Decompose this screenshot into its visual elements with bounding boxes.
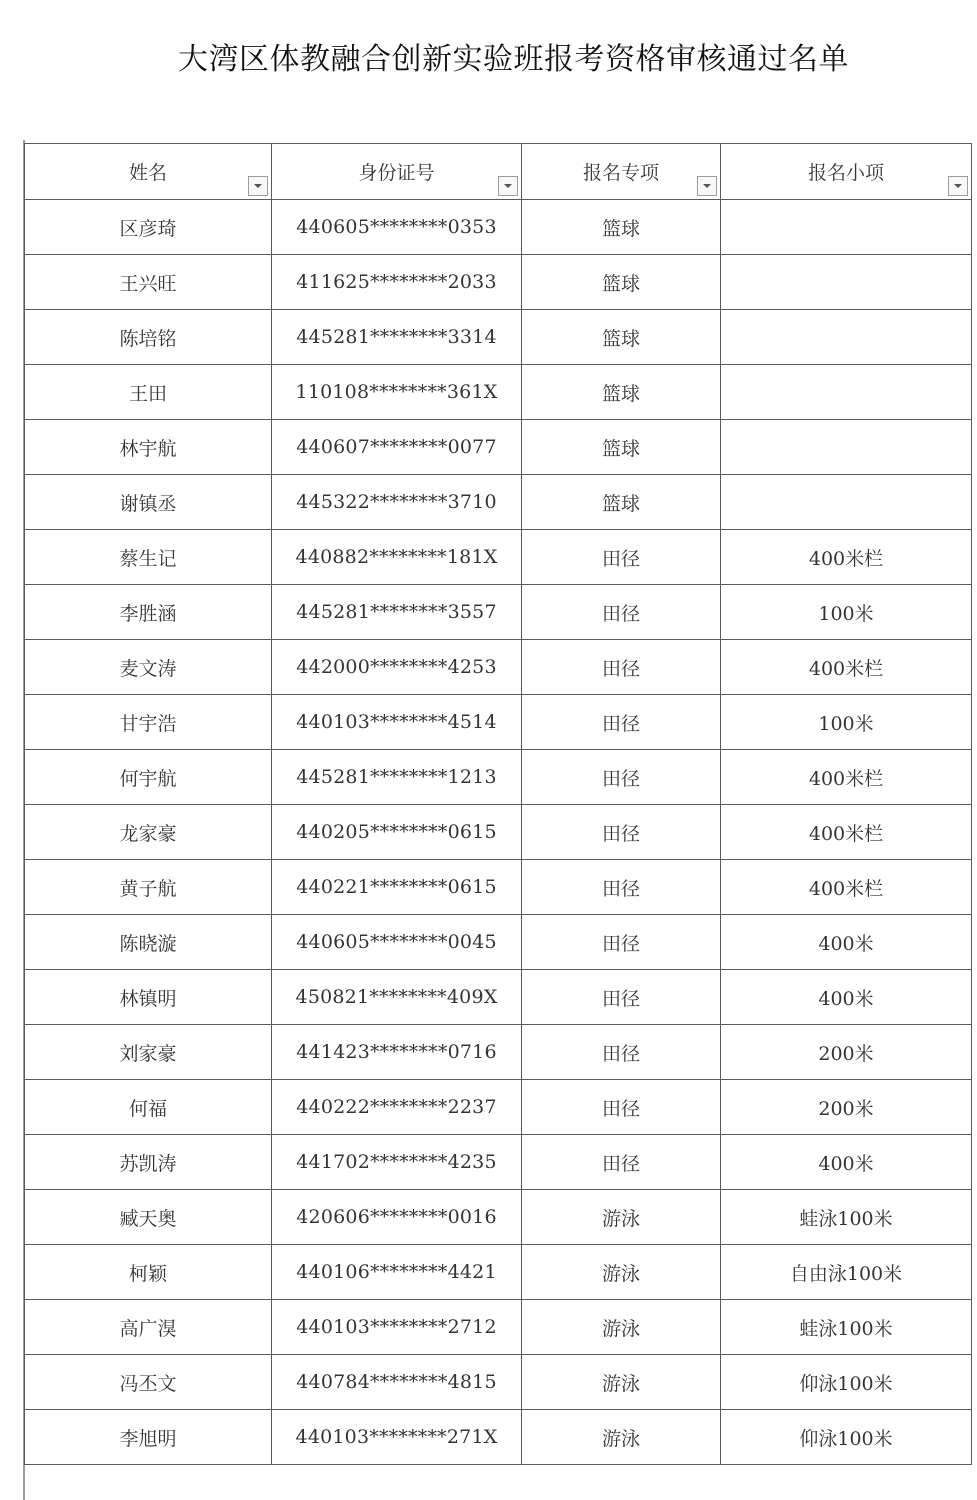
category-cell: 游泳	[522, 1190, 721, 1245]
table-row	[25, 1135, 972, 1190]
chevron-down-icon	[702, 183, 712, 189]
event-cell: 蛙泳100米	[721, 1300, 972, 1355]
table-row	[25, 310, 972, 365]
category-cell: 田径	[522, 695, 721, 750]
id-number-cell: 440222********2237	[272, 1080, 522, 1135]
table-row	[25, 255, 972, 310]
category-cell: 篮球	[522, 475, 721, 530]
event-cell: 自由泳100米	[721, 1245, 972, 1300]
category-cell: 田径	[522, 585, 721, 640]
column-header-event	[721, 144, 972, 200]
event-cell: 仰泳100米	[721, 1410, 972, 1465]
column-header-label: 姓名	[128, 162, 167, 184]
table-row	[25, 640, 972, 695]
event-cell: 200米	[721, 1080, 972, 1135]
name-cell: 柯颖	[25, 1245, 272, 1300]
chevron-down-icon	[953, 183, 963, 189]
table-row	[25, 420, 972, 475]
table-row	[25, 585, 972, 640]
event-cell: 400米	[721, 915, 972, 970]
id-number-cell: 110108********361X	[272, 365, 522, 420]
id-number-cell: 440605********0045	[272, 915, 522, 970]
id-number-cell: 450821********409X	[272, 970, 522, 1025]
chevron-down-icon	[503, 183, 513, 189]
name-cell: 李胜涵	[25, 585, 272, 640]
category-cell: 游泳	[522, 1410, 721, 1465]
event-cell: 100米	[721, 585, 972, 640]
category-cell: 田径	[522, 640, 721, 695]
category-cell: 篮球	[522, 310, 721, 365]
page-title: 大湾区体教融合创新实验班报考资格审核通过名单	[178, 42, 849, 77]
category-cell: 篮球	[522, 255, 721, 310]
name-cell: 蔡生记	[25, 530, 272, 585]
id-number-cell: 411625********2033	[272, 255, 522, 310]
name-cell: 区彦琦	[25, 200, 272, 255]
event-cell	[721, 310, 972, 365]
name-cell: 王兴旺	[25, 255, 272, 310]
table-row	[25, 365, 972, 420]
name-cell: 黄子航	[25, 860, 272, 915]
column-header-name	[25, 144, 272, 200]
category-cell: 田径	[522, 970, 721, 1025]
event-cell: 400米	[721, 1135, 972, 1190]
name-cell: 冯丕文	[25, 1355, 272, 1410]
name-cell: 李旭明	[25, 1410, 272, 1465]
category-cell: 田径	[522, 750, 721, 805]
header-row	[25, 144, 972, 200]
name-cell: 林镇明	[25, 970, 272, 1025]
event-cell: 100米	[721, 695, 972, 750]
name-cell: 龙家豪	[25, 805, 272, 860]
table-row	[25, 695, 972, 750]
table-row	[25, 1355, 972, 1410]
table-row	[25, 860, 972, 915]
name-cell: 苏凯涛	[25, 1135, 272, 1190]
category-cell: 田径	[522, 860, 721, 915]
event-cell: 蛙泳100米	[721, 1190, 972, 1245]
id-number-cell: 441423********0716	[272, 1025, 522, 1080]
event-cell	[721, 420, 972, 475]
id-number-cell: 440103********2712	[272, 1300, 522, 1355]
table-row	[25, 1245, 972, 1300]
roster-body	[25, 200, 972, 1465]
name-cell: 王田	[25, 365, 272, 420]
table-row	[25, 475, 972, 530]
event-cell: 400米栏	[721, 750, 972, 805]
name-cell: 甘宇浩	[25, 695, 272, 750]
name-cell: 麦文涛	[25, 640, 272, 695]
table-row	[25, 530, 972, 585]
id-number-cell: 440607********0077	[272, 420, 522, 475]
event-cell: 400米	[721, 970, 972, 1025]
category-cell: 游泳	[522, 1355, 721, 1410]
id-number-cell: 445281********3314	[272, 310, 522, 365]
table-row	[25, 915, 972, 970]
table-row	[25, 1080, 972, 1135]
event-cell: 200米	[721, 1025, 972, 1080]
category-cell: 田径	[522, 1080, 721, 1135]
table-row	[25, 1410, 972, 1465]
id-number-cell: 445281********1213	[272, 750, 522, 805]
name-cell: 何宇航	[25, 750, 272, 805]
id-number-cell: 440221********0615	[272, 860, 522, 915]
table-row	[25, 200, 972, 255]
id-number-cell: 445322********3710	[272, 475, 522, 530]
category-cell: 田径	[522, 805, 721, 860]
event-cell	[721, 200, 972, 255]
id-number-cell: 440103********271X	[272, 1410, 522, 1465]
category-cell: 田径	[522, 1025, 721, 1080]
category-cell: 田径	[522, 530, 721, 585]
id-number-cell: 440103********4514	[272, 695, 522, 750]
filter-dropdown-button[interactable]	[948, 176, 968, 196]
category-cell: 田径	[522, 915, 721, 970]
id-number-cell: 440106********4421	[272, 1245, 522, 1300]
chevron-down-icon	[253, 183, 263, 189]
name-cell: 臧天奥	[25, 1190, 272, 1245]
id-number-cell: 442000********4253	[272, 640, 522, 695]
id-number-cell: 440882********181X	[272, 530, 522, 585]
column-header-id	[272, 144, 522, 200]
name-cell: 何福	[25, 1080, 272, 1135]
category-cell: 游泳	[522, 1300, 721, 1355]
table-row	[25, 1300, 972, 1355]
column-header-label: 身份证号	[358, 162, 435, 184]
event-cell: 400米栏	[721, 530, 972, 585]
category-cell: 田径	[522, 1135, 721, 1190]
category-cell: 篮球	[522, 365, 721, 420]
column-header-label: 报名专项	[582, 162, 659, 184]
roster-table	[24, 143, 972, 1465]
name-cell: 高广湨	[25, 1300, 272, 1355]
id-number-cell: 445281********3557	[272, 585, 522, 640]
category-cell: 游泳	[522, 1245, 721, 1300]
category-cell: 篮球	[522, 200, 721, 255]
column-header-category	[522, 144, 721, 200]
name-cell: 陈晓漩	[25, 915, 272, 970]
column-header-label: 报名小项	[807, 162, 884, 184]
table-row	[25, 1025, 972, 1080]
id-number-cell: 420606********0016	[272, 1190, 522, 1245]
event-cell: 400米栏	[721, 860, 972, 915]
event-cell: 400米栏	[721, 805, 972, 860]
id-number-cell: 441702********4235	[272, 1135, 522, 1190]
table-row	[25, 805, 972, 860]
event-cell	[721, 255, 972, 310]
id-number-cell: 440605********0353	[272, 200, 522, 255]
event-cell: 仰泳100米	[721, 1355, 972, 1410]
category-cell: 篮球	[522, 420, 721, 475]
filter-dropdown-button[interactable]	[697, 176, 717, 196]
filter-dropdown-button[interactable]	[248, 176, 268, 196]
name-cell: 谢镇丞	[25, 475, 272, 530]
name-cell: 林宇航	[25, 420, 272, 475]
table-row	[25, 1190, 972, 1245]
event-cell: 400米栏	[721, 640, 972, 695]
event-cell	[721, 475, 972, 530]
name-cell: 陈培铭	[25, 310, 272, 365]
id-number-cell: 440205********0615	[272, 805, 522, 860]
event-cell	[721, 365, 972, 420]
filter-dropdown-button[interactable]	[498, 176, 518, 196]
id-number-cell: 440784********4815	[272, 1355, 522, 1410]
name-cell: 刘家豪	[25, 1025, 272, 1080]
table-row	[25, 750, 972, 805]
table-row	[25, 970, 972, 1025]
